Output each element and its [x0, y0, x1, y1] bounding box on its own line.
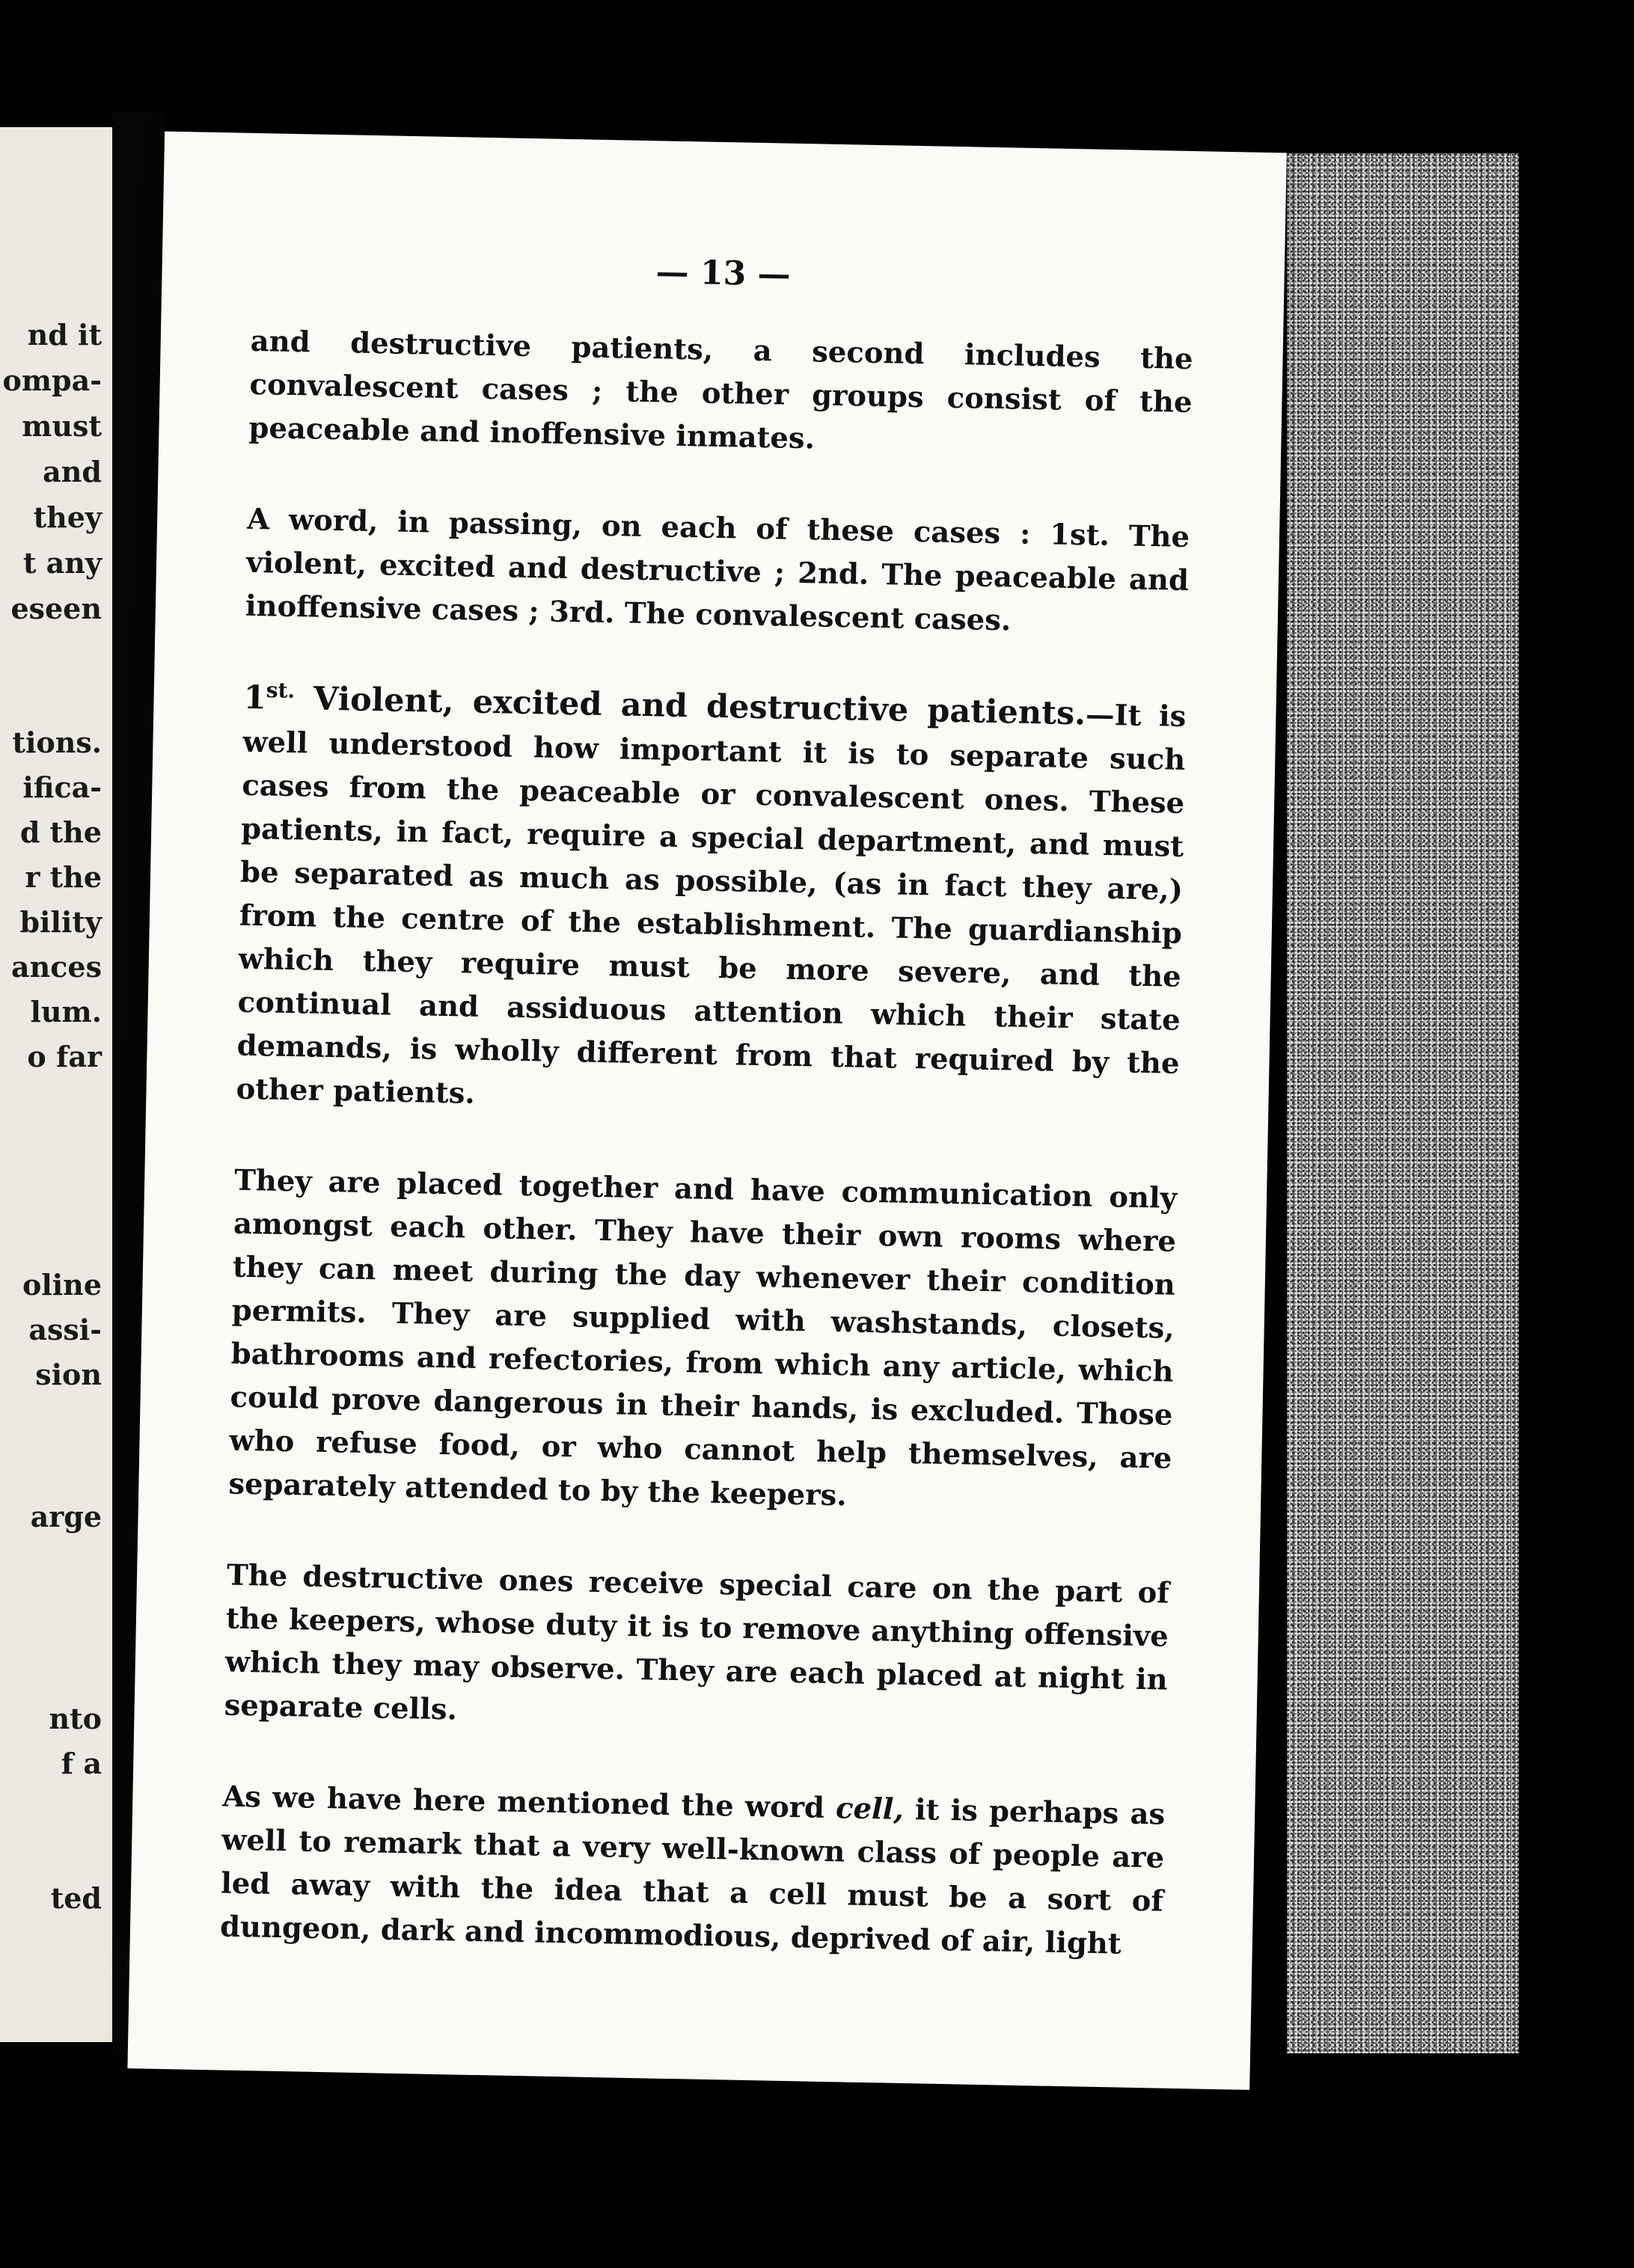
- heading-ordinal: st.: [266, 678, 296, 703]
- paragraph: [228, 1159, 1178, 1524]
- paragraph-text: They are placed together and have communication only amongst each other. They have their own rooms where they can meet during the day whenever their condition permits. They are supplied with washstands, closets, bathrooms and refectories, from which any article, which could prove dangerous in their hands, is excluded. Those who refuse food, or who cannot help themselves, are separately attended to by the keepers.: [228, 1163, 1178, 1513]
- facing-page-line: nd it: [27, 318, 102, 352]
- facing-page-line: ifica-: [22, 770, 102, 804]
- page-number: — 13 —: [655, 253, 792, 294]
- facing-page-line: eseen: [10, 592, 102, 625]
- facing-page-line: d the: [19, 815, 102, 849]
- facing-page-line: and: [43, 455, 102, 488]
- facing-page-line: ompa-: [2, 364, 102, 397]
- paragraph-text: —It is well understood how important it is to separate such cases from the peaceable or convalescent ones. These patients, in fact, require a special department, and must be separated as much as possible, (as in fact they are,) from the centre of the establishment. The guardianship which they require must be more severe, and the continual and assiduous attention which their state demands, is wholly different from that required by the other patients.: [236, 698, 1187, 1111]
- paragraph: [236, 676, 1187, 1130]
- facing-page-line: they: [33, 500, 102, 534]
- paragraph-text: and destructive patients, a second includes the convalescent cases ; the other groups consist of the peaceable and inoffensive inmates.: [248, 324, 1193, 456]
- facing-page-fragment: [0, 127, 112, 2042]
- section-heading: [243, 679, 1086, 733]
- facing-page-line: ances: [11, 950, 102, 984]
- facing-page-line: arge: [30, 1500, 102, 1533]
- facing-page-line: lum.: [30, 995, 102, 1029]
- paragraph: [224, 1554, 1169, 1746]
- facing-page-line: tions.: [12, 726, 102, 759]
- facing-page-line: assi-: [28, 1313, 102, 1346]
- italic-word: cell,: [835, 1792, 905, 1827]
- facing-page-line: f a: [61, 1747, 102, 1780]
- facing-page-line: oline: [22, 1268, 102, 1302]
- facing-page-line: t any: [22, 546, 102, 580]
- paragraph: [245, 498, 1190, 646]
- facing-page-line: o far: [27, 1040, 102, 1073]
- paragraph-text: As we have here mentioned the word: [221, 1780, 836, 1826]
- paragraph: [220, 1776, 1166, 1967]
- facing-page-line: bility: [19, 905, 102, 939]
- facing-page-line: nto: [49, 1702, 102, 1735]
- paragraph-text: A word, in passing, on each of these cases : 1st. The violent, excited and destructive ; 2nd. The peaceable and inoffensive cases ; 3rd. The convalescent cases.: [245, 502, 1190, 638]
- facing-page-line: ted: [50, 1881, 102, 1915]
- heading-text: Violent, excited and destructive patients.: [313, 680, 1086, 733]
- heading-number: 1: [243, 678, 267, 717]
- paragraph: [248, 320, 1193, 468]
- facing-page-line: r the: [25, 860, 102, 894]
- page-fore-edge: [1287, 153, 1519, 2053]
- facing-page-line: sion: [35, 1358, 102, 1391]
- page-body: [218, 320, 1193, 2015]
- book-page: [127, 132, 1286, 2090]
- paragraph-text: it is perhaps as well to remark that a very well-known class of people are led away with the idea that a cell must be a sort of dungeon, dark and incommodious, deprived of air, light: [219, 1792, 1166, 1961]
- paragraph-text: The destructive ones receive special care on the part of the keepers, whose duty it is to remove anything offensive which they may observe. They are each placed at night in separate cells.: [224, 1558, 1170, 1727]
- facing-page-line: must: [22, 409, 102, 443]
